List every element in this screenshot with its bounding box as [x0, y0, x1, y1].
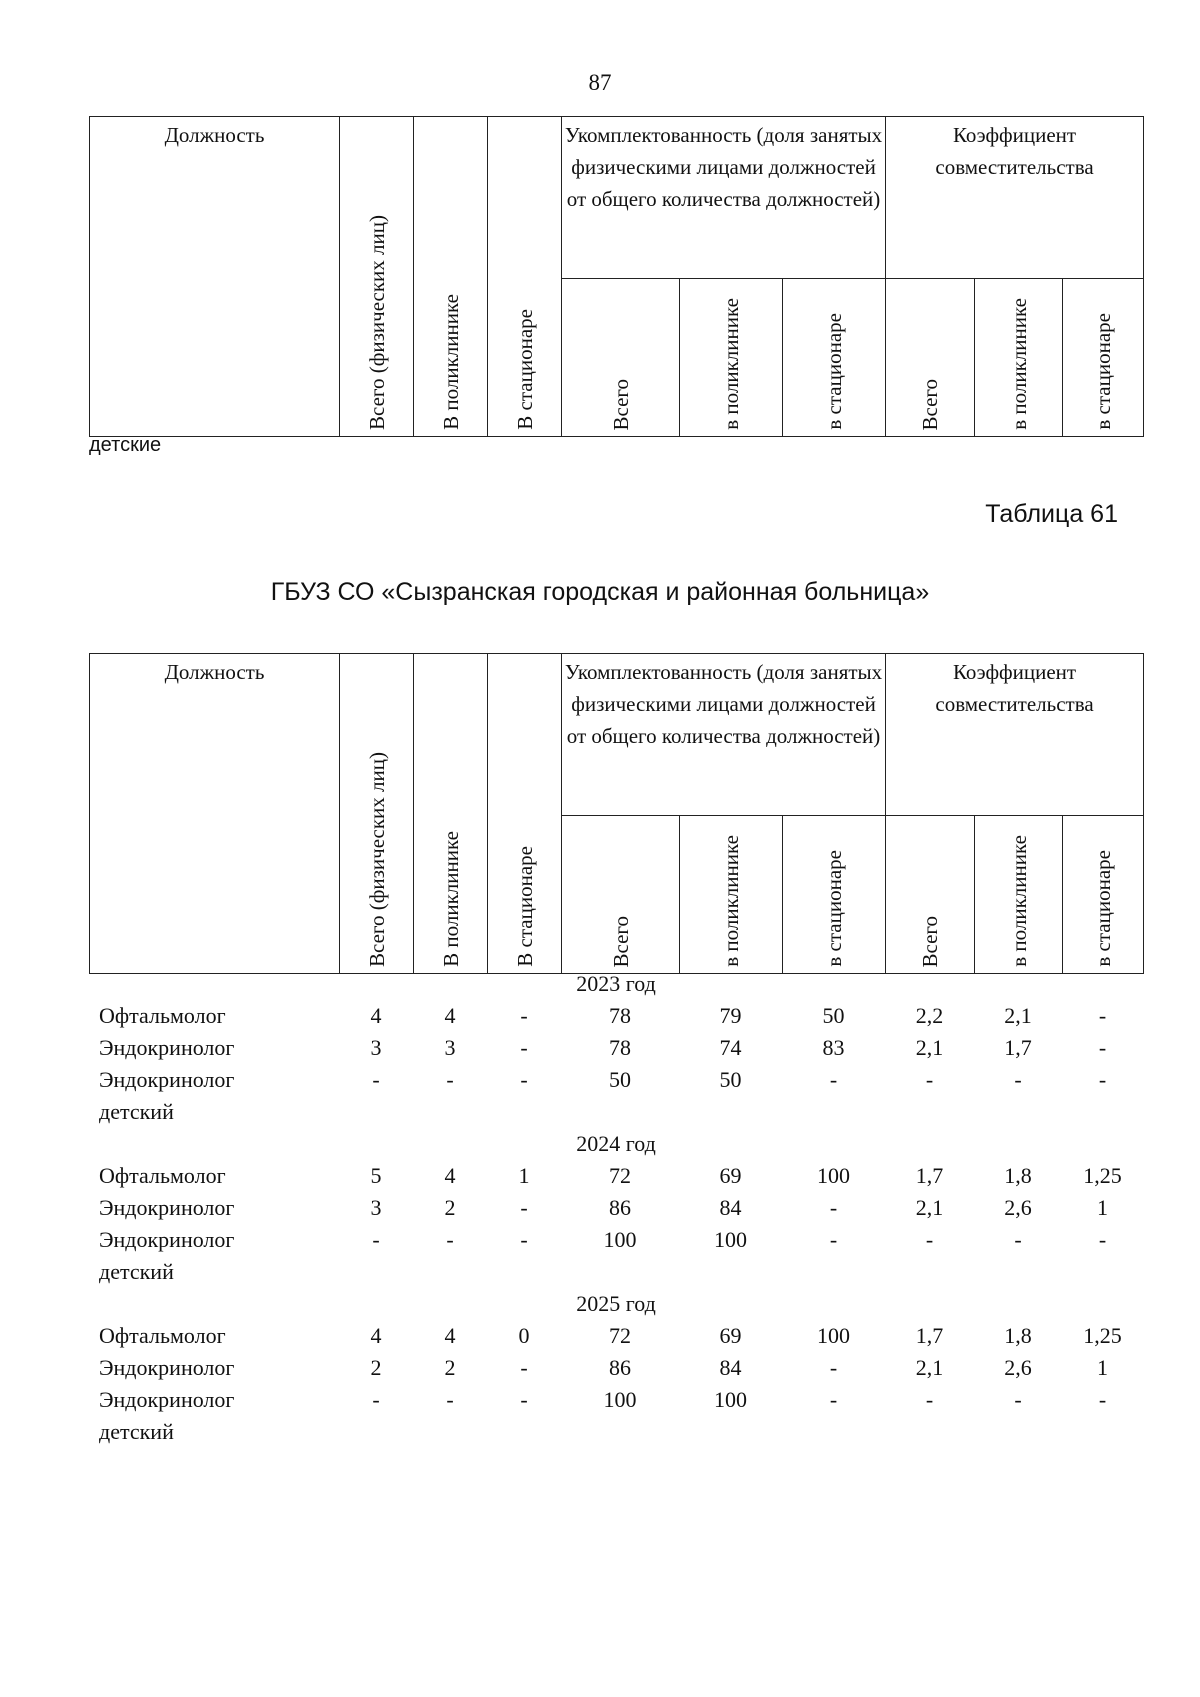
- table-cell: -: [520, 1067, 528, 1092]
- table-cell: -: [829, 1195, 838, 1220]
- table-cell: 69: [719, 1323, 742, 1348]
- table-cell: 100: [603, 1387, 637, 1412]
- row-position-name: Эндокринолог: [99, 1195, 235, 1220]
- table-cell: -: [520, 1227, 528, 1252]
- table-row: [89, 1000, 1143, 1032]
- table-cell: -: [1098, 1035, 1107, 1060]
- table-row: [89, 1224, 1143, 1256]
- table-cell: -: [520, 1003, 528, 1028]
- header-position: Должность: [90, 117, 340, 437]
- table-cell: 2,6: [1004, 1355, 1032, 1380]
- table-row: [89, 1064, 1143, 1096]
- table-cell: 3: [370, 1195, 382, 1220]
- header-staffing: Укомплектованность (доля занятых физическими лицами должностей от общего количества должностей): [562, 117, 886, 279]
- table-header: [89, 116, 1144, 437]
- header-sub-polyclinic: в поликлинике: [975, 816, 1063, 974]
- table-cell: 86: [609, 1195, 631, 1220]
- year-heading: 2023 год: [576, 971, 656, 996]
- table-cell: 2: [370, 1355, 382, 1380]
- row-position-name-cont: детский: [99, 1259, 174, 1284]
- row-position-name: Эндокринолог: [99, 1355, 235, 1380]
- table-cell: -: [372, 1387, 380, 1412]
- row-position-name: Офтальмолог: [99, 1163, 226, 1188]
- table-cell: 1: [1097, 1355, 1108, 1380]
- table-cell: 5: [370, 1163, 382, 1188]
- table-cell: 2,1: [1004, 1003, 1032, 1028]
- table-cell: -: [1098, 1227, 1107, 1252]
- table-cell: -: [372, 1227, 380, 1252]
- header-total-persons: Всего (физических лиц): [340, 654, 414, 974]
- table-cell: 4: [370, 1323, 382, 1348]
- table-cell: 100: [817, 1163, 850, 1188]
- table-cell: 1,8: [1004, 1163, 1032, 1188]
- continued-text: детские: [89, 434, 162, 456]
- table-cell: 100: [817, 1323, 850, 1348]
- table-cell: 74: [719, 1035, 742, 1060]
- table-title: ГБУЗ СО «Сызранская городская и районная больница»: [270, 578, 930, 606]
- table-caption: Таблица 61: [985, 500, 1118, 528]
- year-heading: 2025 год: [576, 1291, 656, 1316]
- table-cell: 0: [518, 1323, 530, 1348]
- table-cell: 72: [609, 1323, 631, 1348]
- page-number: 87: [588, 70, 612, 95]
- table-cell: 86: [609, 1355, 631, 1380]
- table-cell: 84: [719, 1355, 742, 1380]
- table-cell: -: [446, 1387, 454, 1412]
- table-cell: 3: [370, 1035, 382, 1060]
- header-polyclinic: В поликлинике: [414, 654, 488, 974]
- header-sub-polyclinic: в поликлинике: [680, 816, 783, 974]
- table-cell: 84: [719, 1195, 742, 1220]
- header-sub-total: Всего: [562, 279, 680, 437]
- table-cell: 2,1: [915, 1035, 944, 1060]
- year-heading: 2024 год: [576, 1131, 656, 1156]
- header-sub-total: Всего: [886, 816, 975, 974]
- table-cell: 50: [609, 1067, 631, 1092]
- table-row: [89, 1160, 1143, 1192]
- table-row: [89, 1352, 1143, 1384]
- table-cell: 69: [719, 1163, 742, 1188]
- table-header: [89, 653, 1144, 974]
- header-hospital: В стационаре: [488, 117, 562, 437]
- row-position-name: Офтальмолог: [99, 1323, 226, 1348]
- table-cell: 4: [444, 1003, 456, 1028]
- table-cell: 72: [609, 1163, 631, 1188]
- table-cell: 1,7: [915, 1163, 944, 1188]
- table-cell: 50: [719, 1067, 742, 1092]
- table-cell: -: [829, 1355, 838, 1380]
- table-cell: 100: [603, 1227, 637, 1252]
- table-cell: -: [925, 1067, 934, 1092]
- header-combination: Коэффициент совместительства: [886, 654, 1144, 816]
- header-total-persons: Всего (физических лиц): [340, 117, 414, 437]
- table-cell: 100: [714, 1227, 747, 1252]
- row-position-name: Эндокринолог: [99, 1067, 235, 1092]
- header-sub-hospital: в стационаре: [783, 279, 886, 437]
- table-cell: 50: [822, 1003, 845, 1028]
- header-position: Должность: [90, 654, 340, 974]
- table-cell: 2,6: [1004, 1195, 1032, 1220]
- table-cell: -: [1014, 1067, 1022, 1092]
- header-hospital: В стационаре: [488, 654, 562, 974]
- table-cell: -: [925, 1387, 934, 1412]
- table-row: [89, 1192, 1143, 1224]
- table-cell: 4: [370, 1003, 382, 1028]
- table-cell: -: [829, 1227, 838, 1252]
- table-cell: -: [1098, 1067, 1107, 1092]
- table-cell: 4: [444, 1163, 456, 1188]
- table-cell: 78: [609, 1003, 631, 1028]
- table-cell: -: [520, 1355, 528, 1380]
- table-cell: -: [446, 1227, 454, 1252]
- header-sub-hospital: в стационаре: [783, 816, 886, 974]
- row-position-name: Эндокринолог: [99, 1387, 235, 1412]
- table-cell: 1,7: [1004, 1035, 1032, 1060]
- table-cell: -: [520, 1195, 528, 1220]
- table-cell: -: [520, 1387, 528, 1412]
- table-cell: 1,25: [1083, 1323, 1122, 1348]
- table-cell: -: [372, 1067, 380, 1092]
- row-position-name-cont: детский: [99, 1099, 174, 1124]
- header-sub-total: Всего: [886, 279, 975, 437]
- header-polyclinic: В поликлинике: [414, 117, 488, 437]
- table-cell: -: [446, 1067, 454, 1092]
- table-cell: 79: [719, 1003, 742, 1028]
- table-cell: -: [1098, 1387, 1107, 1412]
- row-position-name: Эндокринолог: [99, 1035, 235, 1060]
- table-cell: 2,2: [915, 1003, 944, 1028]
- header-sub-total: Всего: [562, 816, 680, 974]
- table-cell: 1: [518, 1163, 530, 1188]
- table-row: [89, 1384, 1143, 1416]
- table-cell: 2,1: [915, 1355, 944, 1380]
- table-cell: 83: [822, 1035, 845, 1060]
- header-sub-polyclinic: в поликлинике: [975, 279, 1063, 437]
- table-row: [89, 1320, 1143, 1352]
- row-position-name-cont: детский: [99, 1419, 174, 1444]
- table-cell: -: [925, 1227, 934, 1252]
- table-cell: 2: [444, 1355, 456, 1380]
- data-table: [89, 968, 1143, 1448]
- table-row: [89, 1032, 1143, 1064]
- header-sub-hospital: в стационаре: [1063, 279, 1144, 437]
- table-cell: 1,25: [1083, 1163, 1122, 1188]
- table-cell: 1: [1097, 1195, 1108, 1220]
- table-cell: -: [1014, 1387, 1022, 1412]
- table-cell: 1,8: [1004, 1323, 1032, 1348]
- header-combination: Коэффициент совместительства: [886, 117, 1144, 279]
- table-cell: -: [829, 1067, 838, 1092]
- header-sub-polyclinic: в поликлинике: [680, 279, 783, 437]
- table-cell: -: [1098, 1003, 1107, 1028]
- row-position-name: Эндокринолог: [99, 1227, 235, 1252]
- table-cell: -: [1014, 1227, 1022, 1252]
- row-position-name: Офтальмолог: [99, 1003, 226, 1028]
- table-cell: 2: [444, 1195, 456, 1220]
- table-cell: 1,7: [915, 1323, 944, 1348]
- table-cell: -: [520, 1035, 528, 1060]
- table-cell: 2,1: [915, 1195, 944, 1220]
- table-cell: 78: [609, 1035, 631, 1060]
- table-cell: 100: [714, 1387, 747, 1412]
- header-staffing: Укомплектованность (доля занятых физическими лицами должностей от общего количества должностей): [562, 654, 886, 816]
- header-sub-hospital: в стационаре: [1063, 816, 1144, 974]
- table-cell: -: [829, 1387, 838, 1412]
- table-cell: 4: [444, 1323, 456, 1348]
- table-cell: 3: [444, 1035, 456, 1060]
